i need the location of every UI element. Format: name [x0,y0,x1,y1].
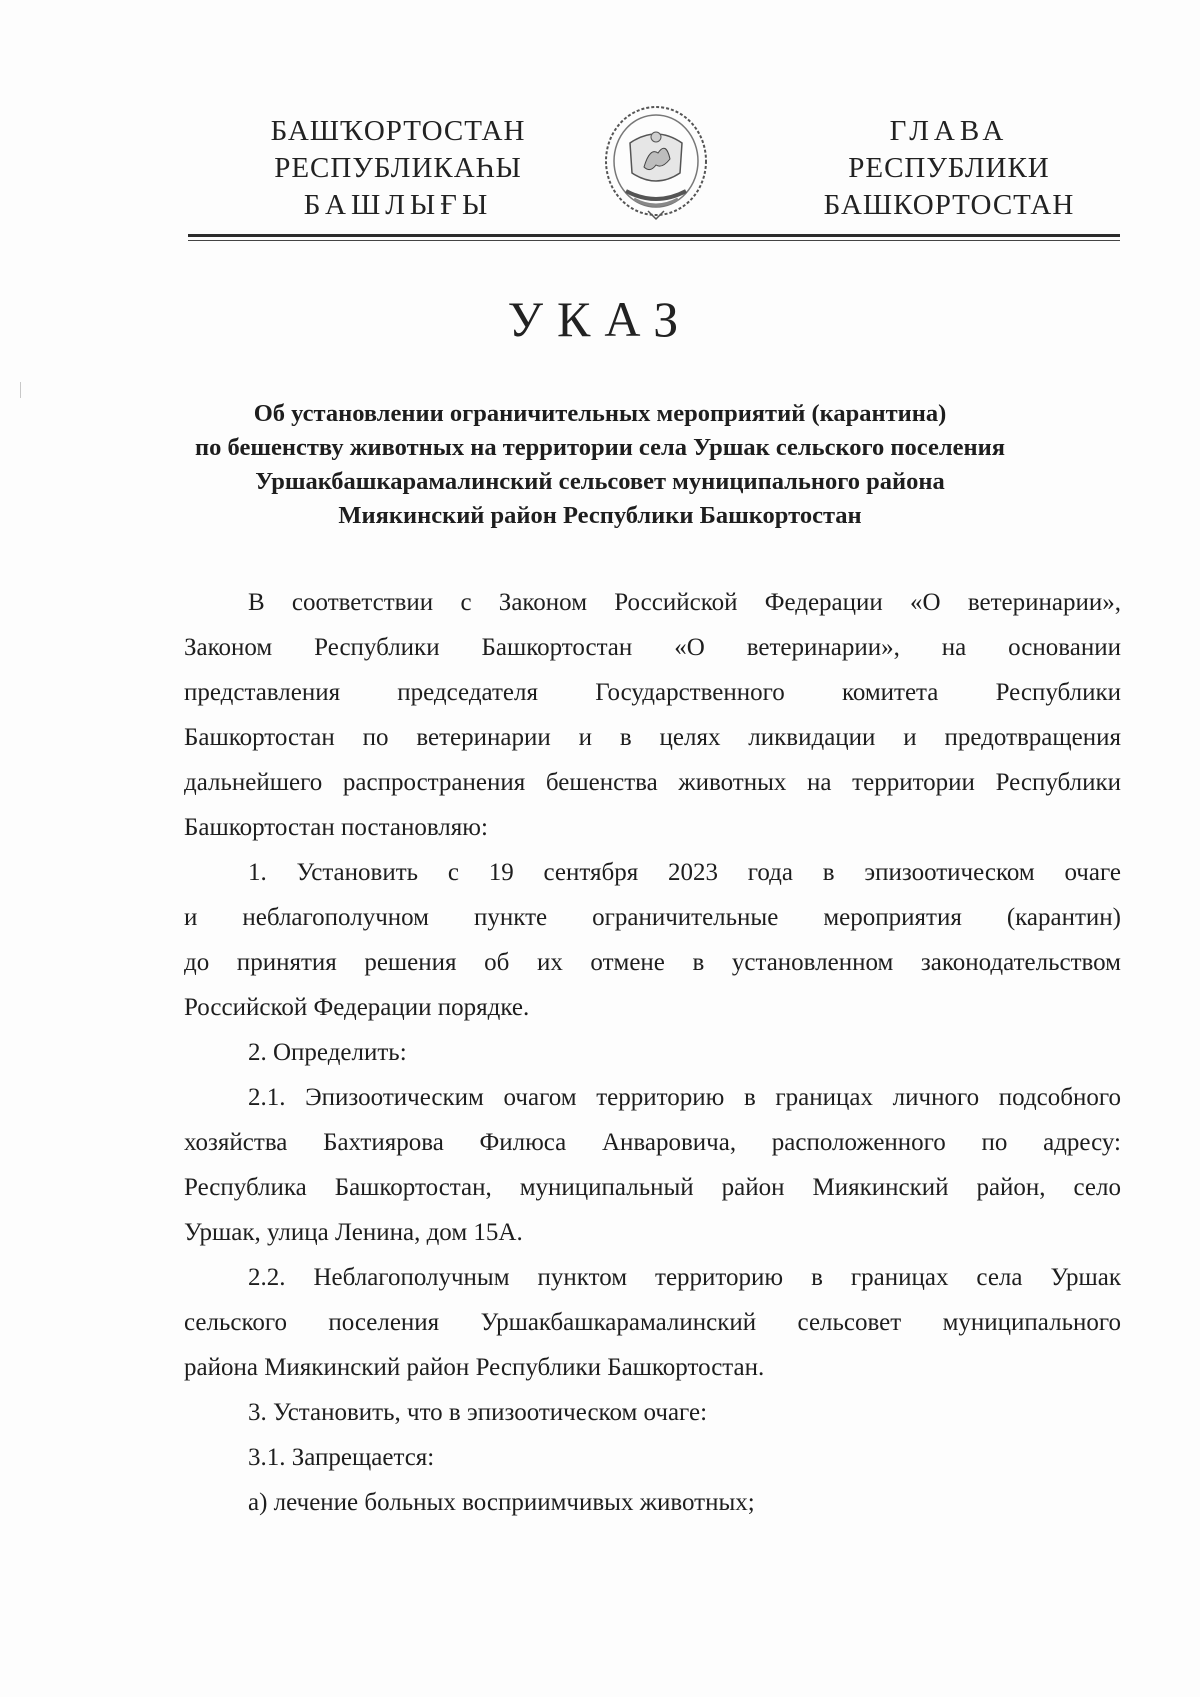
item-2-2-line-2: сельского поселения Уршакбашкарамалинский сельсовет муниципального [184,1309,1121,1336]
header-left-line-3: БАШЛЫҒЫ [303,189,493,221]
item-3-1-paragraph [184,1435,1121,1480]
header-left-line-1: БАШҠОРТОСТАН [270,115,526,147]
document-body [184,580,1121,1525]
item-2-text: 2. Определить: [248,1039,407,1066]
document-type-heading: УКАЗ [507,291,693,347]
preamble-line-6: Башкортостан постановляю: [184,814,488,841]
title-line-3: Уршакбашкарамалинский сельсовет муниципального района [255,468,945,495]
title-line-4: Миякинский район Республики Башкортостан [338,502,862,529]
item-1-paragraph [184,850,1121,1030]
item-2-2-line-3: района Миякинский район Республики Башкортостан. [184,1354,765,1381]
item-2-2-line-1: 2.2. Неблагополучным пунктом территорию в границах села Уршак [248,1264,1121,1291]
item-3-paragraph [184,1390,1121,1435]
preamble-line-1: В соответствии с Законом Российской Федерации «О ветеринарии», [248,589,1121,616]
item-2-1-line-3: Республика Башкортостан, муниципальный район Миякинский район, село [184,1174,1121,1201]
item-1-line-1: 1. Установить с 19 сентября 2023 года в эпизоотическом очаге [248,859,1121,886]
header-right-line-2: РЕСПУБЛИКИ [848,152,1050,184]
item-2-1-line-2: хозяйства Бахтиярова Филюса Анваровича, расположенного по адресу: [184,1129,1121,1156]
item-3-1-a-text: а) лечение больных восприимчивых животных; [248,1489,755,1516]
header-divider [188,234,1120,237]
scan-artifact [20,382,21,398]
item-2-paragraph [184,1030,1121,1075]
document-title [150,397,1050,533]
item-3-1-text: 3.1. Запрещается: [248,1444,435,1471]
header-divider-thin [188,240,1120,241]
header-left-line-2: РЕСПУБЛИКАҺЫ [274,152,522,184]
title-line-2: по бешенству животных на территории села Уршак сельского поселения [195,434,1005,461]
header-right-line-3: БАШКОРТОСТАН [823,189,1075,221]
bashkortostan-coat-of-arms-icon [600,103,712,225]
header-bashkir-title [228,113,568,224]
item-1-line-4: Российской Федерации порядке. [184,994,530,1021]
item-2-1-line-1: 2.1. Эпизоотическим очагом территорию в границах личного подсобного [248,1084,1121,1111]
preamble-line-3: представления председателя Государственного комитета Республики [184,679,1121,706]
preamble-line-5: дальнейшего распространения бешенства животных на территории Республики [184,769,1121,796]
title-line-1: Об установлении ограничительных мероприятий (карантина) [253,400,947,427]
header-right-line-1: ГЛАВА [889,115,1009,147]
preamble-line-2: Законом Республики Башкортостан «О ветеринарии», на основании [184,634,1121,661]
preamble-line-4: Башкортостан по ветеринарии и в целях ликвидации и предотвращения [184,724,1121,751]
item-1-line-3: до принятия решения об их отмене в установленном законодательством [184,949,1121,976]
item-1-line-2: и неблагополучном пункте ограничительные мероприятия (карантин) [184,904,1121,931]
item-2-1-paragraph [184,1075,1121,1255]
preamble-paragraph [184,580,1121,850]
item-2-2-paragraph [184,1255,1121,1390]
item-3-1-a-paragraph [184,1480,1121,1525]
item-2-1-line-4: Уршак, улица Ленина, дом 15А. [184,1219,523,1246]
header-russian-title [779,113,1119,224]
item-3-text: 3. Установить, что в эпизоотическом очаге: [248,1399,708,1426]
